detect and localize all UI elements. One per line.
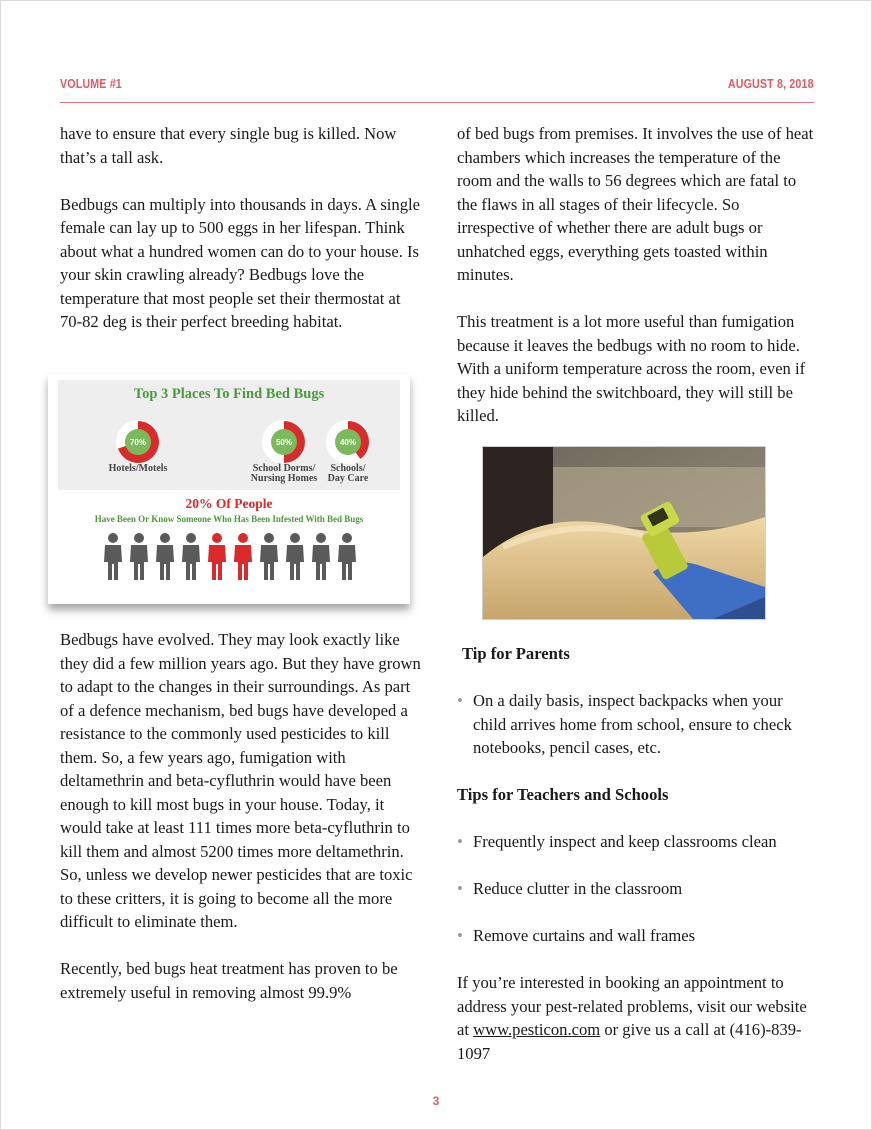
person-icon — [104, 533, 122, 580]
person-icon — [182, 533, 200, 580]
bed-bugs-infographic — [48, 374, 410, 604]
pie-chart-hotels — [114, 418, 162, 466]
infographic-people-panel — [58, 492, 400, 596]
place-label-hotels — [83, 464, 193, 474]
right-column-tips — [457, 642, 819, 1065]
person-icon — [234, 533, 252, 580]
place-label-line: School Dorms/ — [252, 463, 316, 474]
place-label-line: Nursing Homes — [250, 473, 318, 484]
list-item: • Frequently inspect and keep classrooms clean — [457, 830, 819, 854]
page-number: 3 — [432, 1094, 440, 1108]
place-label-line: Day Care — [327, 473, 369, 484]
volume-label: VOLUME #1 — [60, 76, 122, 91]
closing-text: or give us a call at (416)-839-1097 — [457, 1020, 802, 1063]
person-icon — [286, 533, 304, 580]
closing-text: If you’re interested in booking an appointment to address your pest-related problems, visit our website at — [457, 973, 807, 1039]
left-column-top — [60, 122, 422, 334]
paragraph: of bed bugs from premises. It involves the use of heat chambers which increases the temperature of the room and the walls to 56 degrees which are fatal to the flaws in all stages of their lifecycle. So irrespective of whether there are adult bugs or unhatched eggs, everything gets toasted within minutes. — [457, 124, 814, 284]
closing-paragraph — [457, 971, 819, 1065]
pie-label-dorms: 50% — [275, 438, 293, 447]
tip-teachers-heading: Tips for Teachers and Schools — [457, 785, 669, 804]
people-icons — [100, 532, 360, 582]
website-link[interactable]: www.pesticon.com — [473, 1020, 601, 1039]
pie-label-schools: 40% — [339, 438, 357, 447]
tip-parents-heading: Tip for Parents — [462, 644, 570, 663]
paragraph: This treatment is a lot more useful than fumigation because it leaves the bedbugs with no room to hide. With a uniform temperature across the room, even if they hide behind the switchboard, they will still be killed. — [457, 312, 806, 425]
infographic-title: Top 3 Places To Find Bed Bugs — [133, 386, 325, 402]
infographic-places-panel — [58, 380, 400, 490]
person-icon — [260, 533, 278, 580]
infographic-stat-headline: 20% Of People — [185, 496, 273, 511]
issue-date: AUGUST 8, 2018 — [728, 76, 814, 91]
paragraph: Bedbugs have evolved. They may look exactly like they did a few million years ago. But they have grown to adapt to the changes in their surroundings. As part of a defence mechanism, bed bugs have developed a resistance to the commonly used pesticides to kill them. So, a few years ago, fumigation with deltamethrin and beta-cyfluthrin would have been enough to kill most bugs in your house. Today, it would take at least 111 times more beta-cyfluthrin to kill them and almost 5200 times more deltamethrin. So, unless we develop newer pesticides that are toxic to these critters, it is going to become all the more difficult to eliminate them. — [60, 630, 421, 931]
page-header — [60, 76, 814, 103]
pie-chart-dorms — [260, 418, 308, 466]
pie-chart-schools — [324, 418, 372, 466]
list-item: • On a daily basis, inspect backpacks when your child arrives home from school, ensure to check notebooks, pencil cases, etc. — [457, 689, 819, 760]
paragraph: have to ensure that every single bug is killed. Now that’s a tall ask. — [60, 124, 397, 167]
place-label-line: Schools/ — [330, 463, 366, 474]
pie-label-hotels: 70% — [129, 438, 147, 447]
infographic-stat-subline: Have Been Or Know Someone Who Has Been Infested With Bed Bugs — [94, 514, 364, 524]
person-icon — [130, 533, 148, 580]
person-icon — [338, 533, 356, 580]
place-label-schools — [293, 464, 403, 484]
person-icon — [156, 533, 174, 580]
place-label-line: Hotels/Motels — [108, 463, 168, 474]
paragraph: Bedbugs can multiply into thousands in days. A single female can lay up to 500 eggs in her lifespan. Think about what a hundred women can do to your house. Is your skin crawling already? Bedbugs love the temperature that most people set their thermostat at 70-82 deg is their perfect breeding habitat. — [60, 194, 420, 331]
paragraph: Recently, bed bugs heat treatment has proven to be extremely useful in removing almost 99.9% — [60, 959, 398, 1002]
person-icon — [312, 533, 330, 580]
right-column-top — [457, 122, 819, 428]
heat-treatment-photo — [482, 446, 766, 620]
left-column-bottom — [60, 628, 422, 1004]
list-item: • Remove curtains and wall frames — [457, 924, 819, 948]
list-item: • Reduce clutter in the classroom — [457, 877, 819, 901]
person-icon — [208, 533, 226, 580]
